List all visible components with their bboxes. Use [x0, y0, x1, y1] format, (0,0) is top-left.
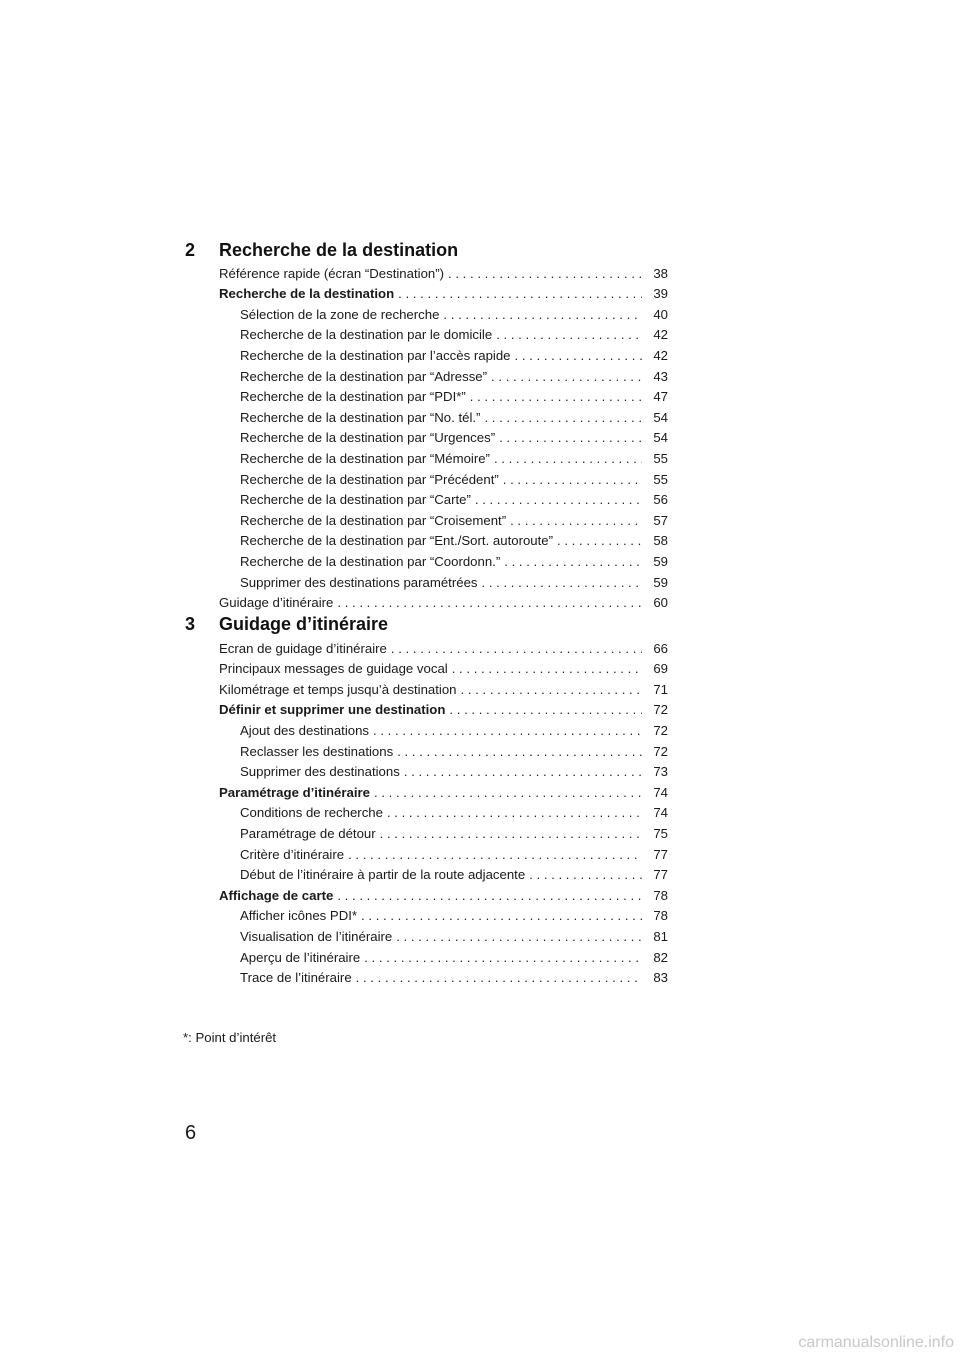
toc-entry-label: Visualisation de l’itinéraire	[240, 928, 393, 944]
toc-dot-leader	[448, 266, 642, 282]
toc-entry-page: 81	[653, 928, 668, 944]
toc-dot-leader	[470, 389, 642, 405]
toc-entry	[219, 739, 668, 760]
toc-dot-leader	[484, 410, 642, 426]
toc-entry	[219, 261, 668, 282]
toc-dot-leader	[503, 472, 642, 488]
toc-entry-page: 72	[653, 722, 668, 738]
toc-entry-page: 72	[653, 743, 668, 759]
toc-dot-leader	[515, 348, 642, 364]
toc-dot-leader	[449, 702, 642, 718]
toc-entry-page: 59	[653, 553, 668, 569]
toc-entry	[219, 760, 668, 781]
toc-dot-leader	[348, 847, 642, 863]
toc-dot-leader	[337, 595, 642, 611]
toc-entry-page: 56	[653, 492, 668, 508]
toc-entry	[219, 636, 668, 657]
toc-entry-label: Sélection de la zone de recherche	[240, 306, 440, 322]
toc-entry-label: Guidage d’itinéraire	[219, 595, 334, 611]
toc-entry-label: Début de l’itinéraire à partir de la route adjacente	[240, 867, 526, 883]
toc-dot-leader	[380, 826, 642, 842]
toc-entry	[219, 924, 668, 945]
toc-entry-page: 77	[653, 867, 668, 883]
toc-entry-page: 54	[653, 430, 668, 446]
toc-entry	[219, 364, 668, 385]
toc-entry-page: 74	[653, 805, 668, 821]
toc-dot-leader	[496, 327, 642, 343]
toc-entry-page: 55	[653, 471, 668, 487]
toc-entry	[219, 323, 668, 344]
toc-entry-page: 77	[653, 846, 668, 862]
toc-dot-leader	[364, 950, 642, 966]
toc-dot-leader	[529, 867, 642, 883]
section-title: Guidage d’itinéraire	[219, 614, 389, 634]
toc-entry-page: 66	[653, 640, 668, 656]
toc-dot-leader	[557, 533, 642, 549]
toc-entry-label: Recherche de la destination par “Adresse”	[240, 368, 488, 384]
toc-entry-label: Référence rapide (écran “Destination”)	[219, 265, 445, 281]
toc-entry-page: 69	[653, 661, 668, 677]
toc-entry-label: Afficher icônes PDI*	[240, 908, 358, 924]
toc-entry-page: 38	[653, 265, 668, 281]
toc-entry	[219, 488, 668, 509]
toc-entry-page: 72	[653, 702, 668, 718]
toc-entry	[219, 945, 668, 966]
toc-dot-leader	[482, 575, 643, 591]
toc-entry-page: 73	[653, 764, 668, 780]
toc-dot-leader	[398, 286, 642, 302]
toc-entry-label: Trace de l’itinéraire	[240, 970, 352, 986]
toc-entry-page: 55	[653, 450, 668, 466]
toc-entry	[219, 282, 668, 303]
watermark: carmanualsonline.info	[798, 1334, 954, 1351]
toc-entry-page: 43	[653, 368, 668, 384]
toc-entry-label: Recherche de la destination par “Mémoire”	[240, 450, 490, 466]
toc-entry-page: 60	[653, 595, 668, 611]
toc-list-section-2	[219, 261, 668, 611]
toc-entry-label: Reclasser les destinations	[240, 743, 394, 759]
toc-entry-label: Kilométrage et temps jusqu’à destination	[219, 681, 457, 697]
section-number: 2	[185, 240, 196, 260]
toc-entry-page: 58	[653, 533, 668, 549]
toc-dot-leader	[397, 744, 642, 760]
toc-dot-leader	[356, 970, 642, 986]
toc-dot-leader	[396, 929, 642, 945]
toc-entry-label: Ajout des destinations	[240, 722, 370, 738]
toc-entry	[219, 529, 668, 550]
toc-entry-page: 75	[653, 825, 668, 841]
toc-entry-page: 42	[653, 327, 668, 343]
toc-list-section-3	[219, 636, 668, 986]
toc-entry	[219, 801, 668, 822]
toc-entry-label: Recherche de la destination par “Précédent”	[240, 471, 499, 487]
toc-entry	[219, 549, 668, 570]
toc-entry-label: Critère d’itinéraire	[240, 846, 345, 862]
toc-entry-page: 71	[653, 681, 668, 697]
toc-dot-leader	[504, 554, 642, 570]
toc-entry-label: Recherche de la destination par “No. tél.”	[240, 409, 481, 425]
toc-dot-leader	[491, 369, 642, 385]
toc-entry-page: 39	[653, 286, 668, 302]
toc-entry-label: Recherche de la destination par “PDI*”	[240, 389, 466, 405]
toc-entry-label: Recherche de la destination par “Urgences”	[240, 430, 496, 446]
toc-entry-label: Définir et supprimer une destination	[219, 702, 446, 718]
toc-dot-leader	[475, 492, 642, 508]
toc-dot-leader	[494, 451, 642, 467]
toc-entry	[219, 302, 668, 323]
toc-dot-leader	[499, 430, 642, 446]
toc-entry	[219, 385, 668, 406]
toc-dot-leader	[387, 805, 642, 821]
toc-entry	[219, 426, 668, 447]
toc-entry	[219, 842, 668, 863]
toc-entry	[219, 467, 668, 488]
toc-entry-label: Paramétrage d’itinéraire	[219, 784, 370, 800]
toc-entry-label: Conditions de recherche	[240, 805, 383, 821]
toc-entry	[219, 657, 668, 678]
toc-entry-label: Aperçu de l’itinéraire	[240, 949, 361, 965]
toc-entry-label: Recherche de la destination par “Croisement”	[240, 512, 507, 528]
toc-entry	[219, 343, 668, 364]
toc-entry-label: Affichage de carte	[219, 887, 334, 903]
toc-entry	[219, 405, 668, 426]
toc-entry-page: 54	[653, 409, 668, 425]
toc-entry	[219, 780, 668, 801]
toc-dot-leader	[510, 513, 642, 529]
toc-entry-page: 47	[653, 389, 668, 405]
toc-entry-label: Recherche de la destination par le domicile	[240, 327, 493, 343]
toc-entry-label: Supprimer des destinations paramétrées	[240, 574, 478, 590]
toc-entry	[219, 698, 668, 719]
toc-entry	[219, 966, 668, 987]
section-heading-3	[185, 614, 388, 635]
toc-entry-page: 78	[653, 908, 668, 924]
toc-entry-label: Paramétrage de détour	[240, 825, 376, 841]
toc-dot-leader	[404, 764, 642, 780]
toc-dot-leader	[361, 908, 642, 924]
toc-entry	[219, 508, 668, 529]
toc-dot-leader	[443, 307, 642, 323]
toc-entry	[219, 446, 668, 467]
toc-entry-label: Supprimer des destinations	[240, 764, 400, 780]
toc-entry	[219, 904, 668, 925]
toc-entry	[219, 677, 668, 698]
toc-entry	[219, 883, 668, 904]
toc-entry-page: 42	[653, 347, 668, 363]
toc-entry	[219, 718, 668, 739]
toc-entry-page: 59	[653, 574, 668, 590]
toc-dot-leader	[374, 785, 642, 801]
section-heading-2	[185, 240, 458, 261]
toc-dot-leader	[373, 723, 642, 739]
footnote: *: Point d’intérêt	[183, 1030, 277, 1045]
toc-entry-page: 74	[653, 784, 668, 800]
toc-entry	[219, 591, 668, 612]
toc-entry-label: Principaux messages de guidage vocal	[219, 661, 448, 677]
toc-entry-page: 78	[653, 887, 668, 903]
toc-entry	[219, 863, 668, 884]
section-title: Recherche de la destination	[219, 240, 459, 260]
toc-entry-label: Recherche de la destination par “Carte”	[240, 492, 471, 508]
toc-dot-leader	[461, 682, 642, 698]
toc-entry	[219, 570, 668, 591]
toc-entry-page: 40	[653, 306, 668, 322]
toc-entry-label: Recherche de la destination par l’accès rapide	[240, 347, 511, 363]
toc-entry-label: Ecran de guidage d’itinéraire	[219, 640, 387, 656]
toc-entry-page: 57	[653, 512, 668, 528]
toc-entry-page: 83	[653, 970, 668, 986]
page-number: 6	[185, 1122, 197, 1144]
toc-entry-label: Recherche de la destination	[219, 286, 395, 302]
toc-entry-label: Recherche de la destination par “Coordonn.”	[240, 553, 501, 569]
toc-dot-leader	[337, 888, 642, 904]
toc-entry-page: 82	[653, 949, 668, 965]
toc-entry-label: Recherche de la destination par “Ent./Sort. autoroute”	[240, 533, 554, 549]
toc-entry	[219, 821, 668, 842]
toc-dot-leader	[391, 641, 642, 657]
section-number: 3	[185, 614, 196, 634]
toc-dot-leader	[452, 661, 642, 677]
